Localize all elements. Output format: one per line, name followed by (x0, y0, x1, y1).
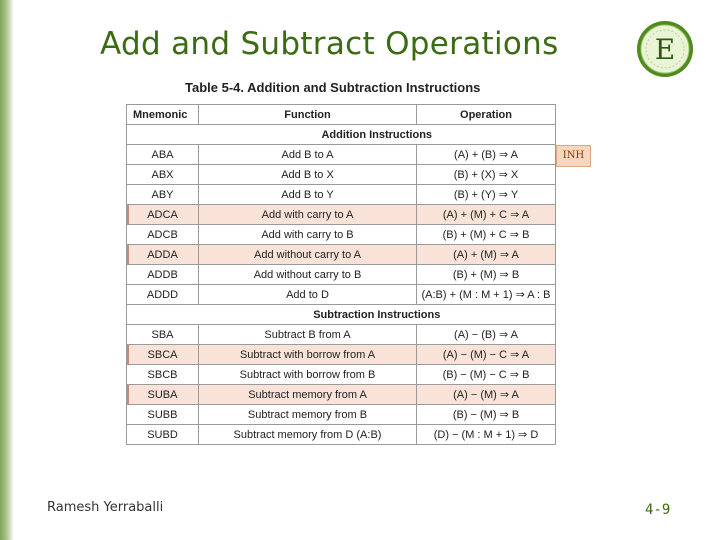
operation-cell: (A) − (B) ⇒ A (417, 325, 556, 345)
function-cell: Subtract with borrow from A (199, 345, 417, 365)
section-row-subtraction (127, 305, 556, 325)
mnemonic-cell: ADDD (127, 285, 199, 305)
inh-addressing-badge: INH (556, 145, 591, 167)
function-cell: Subtract memory from A (199, 385, 417, 405)
operation-cell: (B) − (M) − C ⇒ B (417, 365, 556, 385)
author-name: Ramesh Yerraballi (47, 500, 164, 515)
function-cell: Subtract B from A (199, 325, 417, 345)
engineering-seal-logo-icon (636, 20, 694, 78)
mnemonic-cell: SBCA (127, 345, 199, 365)
table-caption: Table 5-4. Addition and Subtraction Instructions (185, 80, 481, 95)
operation-cell: (B) − (M) ⇒ B (417, 405, 556, 425)
operation-cell: (B) + (Y) ⇒ Y (417, 185, 556, 205)
section-row-addition (127, 125, 556, 145)
slide-title: Add and Subtract Operations (100, 26, 559, 62)
operation-cell: (B) + (M) + C ⇒ B (417, 225, 556, 245)
function-cell: Add B to Y (199, 185, 417, 205)
function-cell: Add without carry to A (199, 245, 417, 265)
logo-letter: E (654, 33, 676, 66)
instruction-table (126, 104, 556, 445)
mnemonic-cell: ABX (127, 165, 199, 185)
section-title-subtraction: Subtraction Instructions (199, 305, 556, 325)
mnemonic-cell: ABA (127, 145, 199, 165)
header-mnemonic: Mnemonic (127, 105, 199, 125)
header-operation: Operation (417, 105, 556, 125)
function-cell: Add with carry to A (199, 205, 417, 225)
function-cell: Subtract with borrow from B (199, 365, 417, 385)
section-title-addition: Addition Instructions (199, 125, 556, 145)
table-row-highlighted (127, 205, 556, 225)
operation-cell: (A) − (M) − C ⇒ A (417, 345, 556, 365)
operation-cell: (D) − (M : M + 1) ⇒ D (417, 425, 556, 445)
mnemonic-cell: ADCB (127, 225, 199, 245)
table-row (127, 365, 556, 385)
section-spacer (127, 305, 199, 325)
table-row (127, 405, 556, 425)
function-cell: Subtract memory from B (199, 405, 417, 425)
table-row (127, 145, 556, 165)
function-cell: Subtract memory from D (A:B) (199, 425, 417, 445)
table-row-highlighted (127, 345, 556, 365)
table-header-row (127, 105, 556, 125)
operation-cell: (B) + (M) ⇒ B (417, 265, 556, 285)
operation-cell: (B) + (X) ⇒ X (417, 165, 556, 185)
table-row (127, 285, 556, 305)
mnemonic-cell: SUBB (127, 405, 199, 425)
operation-cell: (A:B) + (M : M + 1) ⇒ A : B (417, 285, 556, 305)
function-cell: Add B to X (199, 165, 417, 185)
function-cell: Add B to A (199, 145, 417, 165)
function-cell: Add without carry to B (199, 265, 417, 285)
left-accent-bar (0, 0, 14, 540)
operation-cell: (A) + (M) ⇒ A (417, 245, 556, 265)
table-row (127, 165, 556, 185)
mnemonic-cell: ADCA (127, 205, 199, 225)
mnemonic-cell: SBCB (127, 365, 199, 385)
function-cell: Add with carry to B (199, 225, 417, 245)
table-row (127, 325, 556, 345)
operation-cell: (A) + (B) ⇒ A (417, 145, 556, 165)
table-row (127, 185, 556, 205)
section-spacer (127, 125, 199, 145)
mnemonic-cell: SBA (127, 325, 199, 345)
table-row (127, 265, 556, 285)
operation-cell: (A) − (M) ⇒ A (417, 385, 556, 405)
table-row (127, 425, 556, 445)
mnemonic-cell: ADDB (127, 265, 199, 285)
mnemonic-cell: SUBA (127, 385, 199, 405)
table-row-highlighted (127, 385, 556, 405)
mnemonic-cell: ADDA (127, 245, 199, 265)
header-function: Function (199, 105, 417, 125)
mnemonic-cell: SUBD (127, 425, 199, 445)
slide-page-number: 4-9 (645, 502, 671, 518)
mnemonic-cell: ABY (127, 185, 199, 205)
table-row-highlighted (127, 245, 556, 265)
function-cell: Add to D (199, 285, 417, 305)
operation-cell: (A) + (M) + C ⇒ A (417, 205, 556, 225)
table-row (127, 225, 556, 245)
